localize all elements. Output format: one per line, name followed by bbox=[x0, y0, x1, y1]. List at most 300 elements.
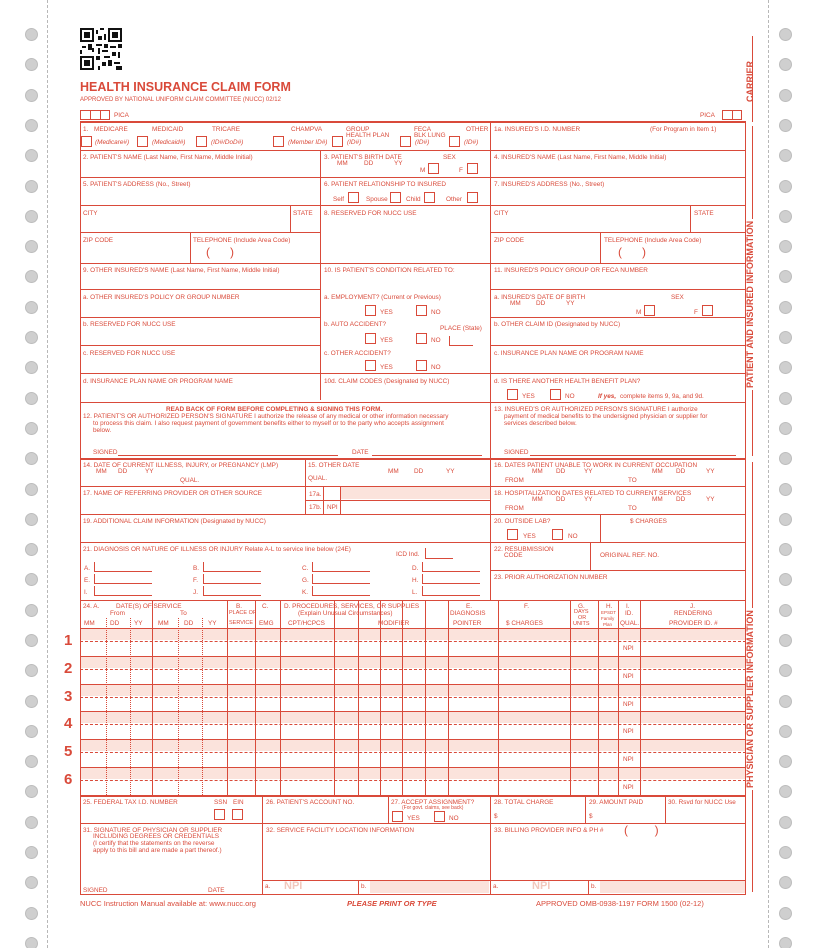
left-feed-hole bbox=[25, 876, 38, 889]
col-divider-mid bbox=[320, 150, 321, 400]
box10a-yes: YES bbox=[380, 309, 393, 316]
box3-m-checkbox[interactable] bbox=[428, 163, 439, 174]
right-feed-hole bbox=[779, 483, 792, 496]
box7-tel-divider bbox=[600, 232, 601, 263]
box18-to: TO bbox=[628, 505, 637, 512]
diagnosis-letter: I. bbox=[84, 589, 88, 596]
box24-d: D. PROCEDURES, SERVICES, OR SUPPLIES bbox=[284, 603, 420, 610]
box11a-f: F bbox=[694, 309, 698, 316]
box18-yy1: YY bbox=[584, 496, 593, 503]
ssn-checkbox[interactable] bbox=[214, 809, 225, 820]
diagnosis-field[interactable] bbox=[94, 586, 152, 596]
service-line-supplemental[interactable] bbox=[80, 768, 745, 779]
box13-line3: services described below. bbox=[504, 420, 577, 427]
service-line-divider bbox=[80, 780, 746, 781]
box24-yy2: YY bbox=[208, 620, 217, 627]
service-column-line bbox=[598, 600, 599, 795]
service-line-npi: NPI bbox=[623, 672, 634, 680]
box10a-no: NO bbox=[431, 309, 441, 316]
diagnosis-field[interactable] bbox=[312, 586, 370, 596]
box20-yes: YES bbox=[523, 533, 536, 540]
box15-label: 15. OTHER DATE bbox=[308, 462, 360, 469]
box6-label: 6. PATIENT RELATIONSHIP TO INSURED bbox=[324, 181, 447, 188]
diagnosis-field[interactable] bbox=[422, 574, 480, 584]
box6-spouse: Spouse bbox=[366, 196, 388, 203]
diagnosis-field[interactable] bbox=[312, 562, 370, 572]
box18-label: 18. HOSPITALIZATION DATES RELATED TO CURRENT SERVICES bbox=[494, 490, 692, 497]
diagnosis-letter: L. bbox=[412, 589, 418, 596]
feca-label: FECA bbox=[414, 126, 432, 133]
row-line-263 bbox=[80, 263, 746, 264]
service-column-line bbox=[448, 600, 449, 795]
box32-label: 32. SERVICE FACILITY LOCATION INFORMATION bbox=[266, 827, 414, 834]
right-tractor-strip bbox=[768, 0, 798, 948]
left-feed-hole bbox=[25, 361, 38, 374]
box24-j2: RENDERING bbox=[674, 610, 713, 617]
pica-left-box-2[interactable] bbox=[90, 110, 100, 120]
left-feed-hole bbox=[25, 28, 38, 41]
medicare-label: MEDICARE bbox=[94, 126, 128, 133]
box17a: 17a. bbox=[309, 491, 322, 498]
service-line-number: 3 bbox=[64, 687, 73, 705]
box16-from: FROM bbox=[505, 477, 524, 484]
box15-dd: DD bbox=[414, 468, 424, 475]
service-column-line bbox=[227, 600, 228, 795]
box12-date: DATE bbox=[352, 449, 369, 456]
box24-from: From bbox=[110, 610, 125, 617]
carrier-label: CARRIER bbox=[745, 60, 755, 102]
box32-npi: NPI bbox=[284, 880, 303, 892]
right-feed-hole bbox=[779, 907, 792, 920]
pica-right-box-1[interactable] bbox=[722, 110, 732, 120]
service-line-divider bbox=[80, 669, 746, 670]
service-column-line bbox=[130, 618, 131, 795]
box24-e3: POINTER bbox=[453, 620, 482, 627]
box22-code: CODE bbox=[504, 552, 523, 559]
right-feed-hole bbox=[779, 846, 792, 859]
box11d-yes-checkbox[interactable] bbox=[507, 389, 518, 400]
box16-dd1: DD bbox=[556, 468, 566, 475]
box9a-label: a. OTHER INSURED'S POLICY OR GROUP NUMBER bbox=[83, 294, 240, 301]
row-line-795 bbox=[80, 795, 746, 797]
medicare-id: (Medicare#) bbox=[95, 139, 130, 146]
right-feed-hole bbox=[779, 452, 792, 465]
service-column-line bbox=[358, 600, 359, 795]
box21-icd: ICD Ind. bbox=[396, 551, 420, 558]
box31-line4: apply to this bill and are made a part thereof.) bbox=[93, 847, 222, 854]
service-column-line bbox=[152, 600, 153, 795]
right-feed-hole bbox=[779, 28, 792, 41]
box6-other: Other bbox=[446, 196, 462, 203]
box24-g2: DAYS bbox=[574, 609, 589, 615]
feca-checkbox[interactable] bbox=[400, 136, 411, 147]
box11a-mm: MM bbox=[510, 300, 521, 307]
service-column-line bbox=[640, 600, 641, 795]
box27-label: 27. ACCEPT ASSIGNMENT? bbox=[391, 799, 475, 806]
service-line-npi: NPI bbox=[623, 756, 634, 764]
box13-line2: payment of medical benefits to the undersigned physician or supplier for bbox=[504, 413, 708, 420]
service-line-divider bbox=[80, 724, 746, 725]
box10b-yes: YES bbox=[380, 337, 393, 344]
diagnosis-letter: E. bbox=[84, 577, 91, 584]
right-feed-hole bbox=[779, 240, 792, 253]
group-id: (ID#) bbox=[347, 139, 362, 146]
left-feed-hole bbox=[25, 725, 38, 738]
box18-dd2: DD bbox=[676, 496, 686, 503]
box9-label: 9. OTHER INSURED'S NAME (Last Name, First Name, Middle Initial) bbox=[83, 267, 280, 274]
right-feed-hole bbox=[779, 58, 792, 71]
service-line-supplemental[interactable] bbox=[80, 657, 745, 668]
right-feed-hole bbox=[779, 210, 792, 223]
left-feed-hole bbox=[25, 664, 38, 677]
footer-approved: APPROVED OMB-0938-1197 FORM 1500 (02-12) bbox=[536, 899, 704, 908]
self-checkbox[interactable] bbox=[348, 192, 359, 203]
medicaid-id: (Medicaid#) bbox=[152, 139, 186, 146]
left-feed-hole bbox=[25, 483, 38, 496]
box7-tel: TELEPHONE (Include Area Code) bbox=[604, 237, 702, 244]
box11a-dd: DD bbox=[536, 300, 546, 307]
box30-divider bbox=[665, 795, 666, 823]
diagnosis-letter: C. bbox=[302, 565, 309, 572]
box5-label: 5. PATIENT'S ADDRESS (No., Street) bbox=[83, 181, 191, 188]
diagnosis-field[interactable] bbox=[94, 574, 152, 584]
box18-mm2: MM bbox=[652, 496, 663, 503]
box9b-label: b. RESERVED FOR NUCC USE bbox=[83, 321, 176, 328]
right-feed-hole bbox=[779, 785, 792, 798]
box24-e2: DIAGNOSIS bbox=[450, 610, 486, 617]
box7-state-divider bbox=[690, 205, 691, 232]
service-line-number: 4 bbox=[64, 715, 73, 733]
diagnosis-field[interactable] bbox=[203, 574, 261, 584]
box5-tel-parens: ( ) bbox=[206, 245, 234, 259]
diagnosis-field[interactable] bbox=[203, 586, 261, 596]
patient-insured-label: PATIENT AND INSURED INFORMATION bbox=[745, 220, 755, 388]
right-feed-hole bbox=[779, 361, 792, 374]
service-column-line bbox=[106, 618, 107, 795]
tricare-id: (ID#/DoD#) bbox=[211, 139, 244, 146]
right-feed-hole bbox=[779, 816, 792, 829]
medicare-checkbox[interactable] bbox=[81, 136, 92, 147]
left-feed-hole bbox=[25, 180, 38, 193]
box14-dd: DD bbox=[118, 468, 128, 475]
left-feed-hole bbox=[25, 331, 38, 344]
diagnosis-letter: H. bbox=[412, 577, 419, 584]
service-column-line bbox=[498, 600, 499, 795]
left-feed-hole bbox=[25, 573, 38, 586]
left-feed-hole bbox=[25, 634, 38, 647]
box24-d2: (Explain Unusual Circumstances) bbox=[298, 610, 393, 617]
box31-signed: SIGNED bbox=[83, 887, 108, 894]
service-line-number: 2 bbox=[64, 659, 73, 677]
box15-qual: QUAL. bbox=[308, 475, 328, 482]
icd-ind-field[interactable] bbox=[425, 548, 453, 559]
champva-checkbox[interactable] bbox=[273, 136, 284, 147]
service-line-supplemental[interactable] bbox=[80, 740, 745, 751]
group-label: GROUP bbox=[346, 126, 370, 133]
box30-label: 30. Rsvd for NUCC Use bbox=[668, 799, 736, 806]
diagnosis-field[interactable] bbox=[312, 574, 370, 584]
box24-h4: Plan bbox=[603, 622, 613, 627]
read-back-notice: READ BACK OF FORM BEFORE COMPLETING & SIGNING THIS FORM. bbox=[166, 406, 383, 413]
service-column-line bbox=[255, 600, 256, 795]
service-column-line bbox=[380, 600, 381, 795]
box12-line2: to process this claim. I also request payment of government benefits either to myself or to the party who accepts assignment bbox=[93, 420, 444, 427]
box24-i3: QUAL. bbox=[620, 620, 640, 627]
left-feed-hole bbox=[25, 604, 38, 617]
box3-mm: MM bbox=[337, 160, 348, 167]
service-line-npi: NPI bbox=[623, 700, 634, 708]
right-feed-hole bbox=[779, 513, 792, 526]
box31-date: DATE bbox=[208, 887, 225, 894]
right-feed-hole bbox=[779, 876, 792, 889]
box12-signature-line[interactable] bbox=[118, 455, 338, 456]
box24-i: I. bbox=[626, 603, 630, 610]
service-line-number: 6 bbox=[64, 771, 73, 788]
box24-e: E. bbox=[466, 603, 473, 610]
right-feed-hole bbox=[779, 573, 792, 586]
box1-num: 1. bbox=[83, 126, 89, 133]
box27-yes-checkbox[interactable] bbox=[392, 811, 403, 822]
box11a-f-checkbox[interactable] bbox=[702, 305, 713, 316]
col-divider-lower-right bbox=[490, 458, 491, 600]
box21-label: 21. DIAGNOSIS OR NATURE OF ILLNESS OR INJURY Relate A-L to service line below (24E) bbox=[83, 546, 351, 553]
diagnosis-letter: D. bbox=[412, 565, 419, 572]
box11a-yy: YY bbox=[566, 300, 575, 307]
service-column-line bbox=[402, 600, 403, 795]
row-line-345-left bbox=[80, 345, 320, 346]
row-line-289-left bbox=[80, 289, 320, 290]
left-feed-hole bbox=[25, 422, 38, 435]
box18-yy2: YY bbox=[706, 496, 715, 503]
other-checkbox[interactable] bbox=[449, 136, 460, 147]
box11a-label: a. INSURED'S DATE OF BIRTH bbox=[494, 294, 586, 301]
diagnosis-letter: J. bbox=[193, 589, 198, 596]
left-feed-hole bbox=[25, 785, 38, 798]
box28-label: 28. TOTAL CHARGE bbox=[494, 799, 554, 806]
box29-divider bbox=[585, 795, 586, 823]
left-feed-hole bbox=[25, 695, 38, 708]
box1a-label: 1a. INSURED'S I.D. NUMBER bbox=[494, 126, 581, 133]
left-feed-hole bbox=[25, 149, 38, 162]
left-feed-hole bbox=[25, 543, 38, 556]
physician-supplier-label: PHYSICIAN OR SUPPLIER INFORMATION bbox=[745, 610, 755, 788]
pica-left-box-1[interactable] bbox=[80, 110, 90, 120]
right-feed-hole bbox=[779, 604, 792, 617]
spouse-checkbox[interactable] bbox=[390, 192, 401, 203]
service-column-line bbox=[745, 600, 746, 795]
box12-date-line[interactable] bbox=[372, 455, 482, 456]
box25-ein: EIN bbox=[233, 799, 244, 806]
box18-mm1: MM bbox=[532, 496, 543, 503]
qr-code bbox=[80, 28, 122, 70]
box11c-label: c. INSURANCE PLAN NAME OR PROGRAM NAME bbox=[494, 350, 644, 357]
box3-sex: SEX bbox=[443, 154, 456, 161]
service-line-supplemental[interactable] bbox=[80, 712, 745, 723]
right-feed-hole bbox=[779, 331, 792, 344]
box14-qual: QUAL. bbox=[180, 477, 200, 484]
tricare-checkbox[interactable] bbox=[196, 136, 207, 147]
box6-self: Self bbox=[333, 196, 345, 203]
service-column-line bbox=[80, 600, 81, 795]
other-relationship-checkbox[interactable] bbox=[467, 192, 478, 203]
box18-dd1: DD bbox=[556, 496, 566, 503]
pica-right-box-2[interactable] bbox=[732, 110, 742, 120]
service-line-supplemental[interactable] bbox=[80, 685, 745, 696]
box33b-field[interactable] bbox=[600, 881, 745, 893]
ein-checkbox[interactable] bbox=[232, 809, 243, 820]
diagnosis-field[interactable] bbox=[422, 586, 480, 596]
box10b-yes-checkbox[interactable] bbox=[365, 333, 376, 344]
left-feed-hole bbox=[25, 58, 38, 71]
box20-charges: $ CHARGES bbox=[630, 518, 667, 525]
box13-line1: 13. INSURED'S OR AUTHORIZED PERSON'S SIGNATURE I authorize bbox=[494, 406, 698, 413]
left-feed-hole bbox=[25, 240, 38, 253]
box11d-no-checkbox[interactable] bbox=[550, 389, 561, 400]
box16-mm1: MM bbox=[532, 468, 543, 475]
other-label: OTHER bbox=[466, 126, 489, 133]
left-tractor-strip bbox=[18, 0, 48, 948]
box14-yy: YY bbox=[145, 468, 154, 475]
footer-print: PLEASE PRINT OR TYPE bbox=[347, 899, 437, 908]
right-feed-hole bbox=[779, 543, 792, 556]
box16-yy1: YY bbox=[584, 468, 593, 475]
box17a-field[interactable] bbox=[341, 487, 490, 499]
approved-line: APPROVED BY NATIONAL UNIFORM CLAIM COMMITTEE (NUCC) 02/12 bbox=[80, 97, 281, 103]
box24-dd2: DD bbox=[184, 620, 194, 627]
box7-state: STATE bbox=[694, 210, 714, 217]
row-line-514 bbox=[80, 514, 746, 515]
box12-line1: 12. PATIENT'S OR AUTHORIZED PERSON'S SIGNATURE I authorize the release of any medical or other information necessary bbox=[83, 413, 449, 420]
box11a-sex: SEX bbox=[671, 294, 684, 301]
box31-line1: 31. SIGNATURE OF PHYSICIAN OR SUPPLIER bbox=[83, 827, 223, 834]
box5-tel: TELEPHONE (Include Area Code) bbox=[193, 237, 291, 244]
box27-no-checkbox[interactable] bbox=[434, 811, 445, 822]
service-column-line bbox=[202, 618, 203, 795]
box18-from: FROM bbox=[505, 505, 524, 512]
row-line-402 bbox=[80, 402, 746, 403]
right-feed-hole bbox=[779, 634, 792, 647]
box10a-no-checkbox[interactable] bbox=[416, 305, 427, 316]
left-feed-hole bbox=[25, 452, 38, 465]
box23-label: 23. PRIOR AUTHORIZATION NUMBER bbox=[494, 574, 608, 581]
box3-m: M bbox=[420, 167, 426, 174]
box10b-no-checkbox[interactable] bbox=[416, 333, 427, 344]
box32-ab-divider bbox=[358, 880, 359, 894]
service-column-line bbox=[178, 618, 179, 795]
box24-a: 24. A. bbox=[83, 603, 100, 610]
service-line-number: 5 bbox=[64, 743, 73, 761]
box24-j3: PROVIDER ID. # bbox=[669, 620, 718, 627]
service-line-npi: NPI bbox=[623, 728, 634, 736]
box17b: 17b. bbox=[309, 504, 322, 511]
service-column-line bbox=[425, 600, 426, 795]
box10b-place-field[interactable] bbox=[449, 336, 473, 346]
diagnosis-field[interactable] bbox=[94, 562, 152, 572]
champva-label: CHAMPVA bbox=[291, 126, 323, 133]
row-line-177 bbox=[80, 177, 746, 178]
group-checkbox[interactable] bbox=[332, 136, 343, 147]
form-title: HEALTH INSURANCE CLAIM FORM bbox=[80, 80, 291, 94]
diagnosis-field[interactable] bbox=[203, 562, 261, 572]
box5-city: CITY bbox=[83, 210, 98, 217]
box24-mm2: MM bbox=[158, 620, 169, 627]
service-column-line bbox=[280, 600, 281, 795]
box27-yes: YES bbox=[407, 815, 420, 822]
box10c-no: NO bbox=[431, 364, 441, 371]
box11a-m-checkbox[interactable] bbox=[644, 305, 655, 316]
service-line-supplemental[interactable] bbox=[80, 629, 745, 640]
box5-state-divider bbox=[290, 205, 291, 232]
right-feed-hole bbox=[779, 89, 792, 102]
box20-yes-checkbox[interactable] bbox=[507, 529, 518, 540]
diagnosis-letter: G. bbox=[302, 577, 309, 584]
box24-to: To bbox=[180, 610, 187, 617]
box24-h3: Family bbox=[601, 616, 615, 621]
box32b-field[interactable] bbox=[370, 881, 489, 893]
box20-divider bbox=[600, 514, 601, 542]
box10c-label: c. OTHER ACCIDENT? bbox=[324, 350, 391, 357]
box13-signed: SIGNED bbox=[504, 449, 529, 456]
box27-divider bbox=[388, 795, 389, 823]
row-line-317-left bbox=[80, 317, 320, 318]
box12-line3: below. bbox=[93, 427, 112, 434]
box3-yy: YY bbox=[394, 160, 403, 167]
left-feed-hole bbox=[25, 210, 38, 223]
box33-a: a. bbox=[493, 883, 499, 890]
box11d-yes: YES bbox=[522, 393, 535, 400]
box33-parens: ( ) bbox=[624, 823, 659, 837]
left-feed-hole bbox=[25, 907, 38, 920]
box10c-no-checkbox[interactable] bbox=[416, 360, 427, 371]
service-line-npi: NPI bbox=[623, 784, 634, 791]
box24-g4: UNITS bbox=[573, 621, 590, 627]
box24-dates: DATE(S) OF SERVICE bbox=[116, 603, 182, 610]
box22-divider bbox=[590, 542, 591, 570]
box10d-label: 10d. CLAIM CODES (Designated by NUCC) bbox=[324, 378, 450, 385]
box24-charges: $ CHARGES bbox=[506, 620, 543, 627]
right-feed-hole bbox=[779, 180, 792, 193]
box10a-yes-checkbox[interactable] bbox=[365, 305, 376, 316]
footer-manual: NUCC Instruction Manual available at: www.nucc.org bbox=[80, 899, 256, 908]
box17-mid-line bbox=[305, 500, 490, 501]
right-feed-hole bbox=[779, 270, 792, 283]
box11-label: 11. INSURED'S POLICY GROUP OR FECA NUMBER bbox=[494, 267, 648, 274]
box10c-yes-checkbox[interactable] bbox=[365, 360, 376, 371]
pica-right: PICA bbox=[700, 112, 715, 119]
box5-state: STATE bbox=[293, 210, 313, 217]
diagnosis-field[interactable] bbox=[422, 562, 480, 572]
diagnosis-letter: B. bbox=[193, 565, 200, 572]
box10b-label: b. AUTO ACCIDENT? bbox=[324, 321, 387, 328]
box24-h: H. bbox=[606, 603, 613, 610]
box13-signature-line[interactable] bbox=[530, 455, 736, 456]
top-border bbox=[80, 121, 746, 123]
pica-left-box-3[interactable] bbox=[100, 110, 110, 120]
child-checkbox[interactable] bbox=[424, 192, 435, 203]
service-column-line bbox=[618, 600, 619, 795]
box3-f-checkbox[interactable] bbox=[467, 163, 478, 174]
box20-no-checkbox[interactable] bbox=[552, 529, 563, 540]
service-column-line bbox=[570, 600, 571, 795]
right-feed-hole bbox=[779, 301, 792, 314]
box32-b: b. bbox=[361, 883, 367, 890]
box9c-label: c. RESERVED FOR NUCC USE bbox=[83, 350, 176, 357]
medicaid-checkbox[interactable] bbox=[137, 136, 148, 147]
box15-yy: YY bbox=[446, 468, 455, 475]
service-column-line bbox=[334, 600, 335, 795]
box31-line3: (I certify that the statements on the reverse bbox=[93, 840, 215, 847]
box24-f: F. bbox=[524, 603, 529, 610]
